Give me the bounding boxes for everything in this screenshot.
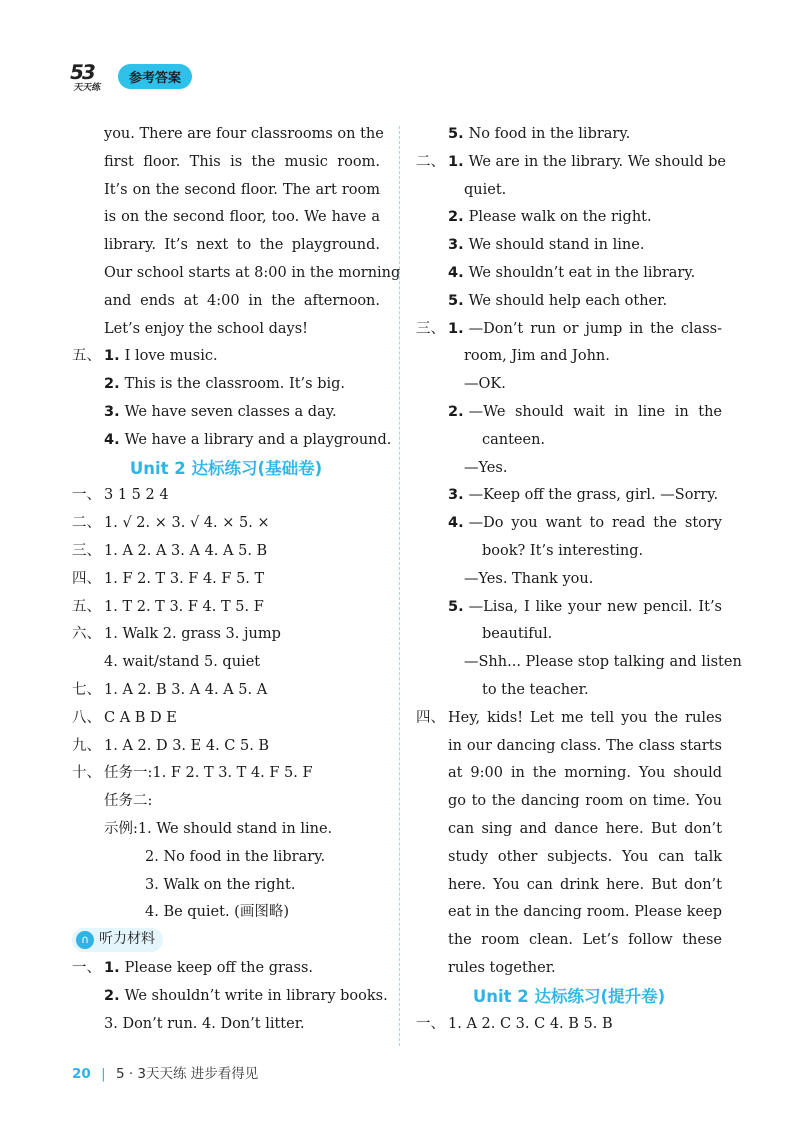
item-number: 2. [104,376,120,393]
answer-line [416,594,722,622]
answer-text: you. There are four classrooms on the [104,126,384,142]
answer-text: —Yes. Thank you. [464,570,594,587]
answer-text: first floor. This is the music room. [104,153,380,170]
answer-text: in our dancing class. The class starts [448,737,722,754]
answer-text: This is the classroom. It’s big. [124,376,346,393]
answer-body [448,955,722,983]
section-number: 三、 [72,542,101,559]
item-number: 3. [104,403,120,420]
answer-line [416,621,722,649]
answer-body [104,983,388,1011]
answer-body [448,733,722,761]
item-number: 3. [448,237,464,254]
answer-line [72,149,380,177]
answer-text: 1. T 2. T 3. F 4. T 5. F [104,598,264,615]
answer-body [104,510,380,538]
section-number: 一、 [416,1015,445,1032]
answer-body [104,955,380,983]
answer-line [416,232,722,260]
answer-text: at 9:00 in the morning. You should [448,765,722,782]
answer-text: We have a library and a playground. [124,431,392,448]
answer-line [72,427,392,455]
item-number: 2. [448,403,464,420]
headphone-icon: ∩ [76,931,94,949]
answer-body [104,566,380,594]
answer-body [104,760,380,788]
answer-line [72,955,380,983]
answer-body [448,260,722,288]
answer-line [416,566,722,594]
answer-line [72,316,380,344]
answer-line [416,121,722,149]
answer-body [482,538,722,566]
answer-text: canteen. [482,431,546,448]
answer-body [104,316,380,344]
answer-body [104,399,380,427]
answer-line [416,705,722,733]
answer-text: —Shh... Please stop talking and listen [464,654,742,671]
answer-body [104,1011,380,1039]
answer-line [416,677,722,705]
answer-line [72,343,380,371]
answer-line [416,204,722,232]
left-column [72,121,401,1038]
answer-body [104,371,380,399]
answer-body [464,371,722,399]
answer-text: to the teacher. [482,681,589,698]
answer-body [482,621,722,649]
answer-body [482,427,722,455]
answer-line [72,899,380,927]
answer-text: We are in the library. We should be [468,153,726,170]
item-number: 3. [448,487,464,504]
answer-body [448,844,722,872]
answer-line [416,316,722,344]
answer-body [448,288,722,316]
answer-line [416,733,722,761]
answer-line [72,177,380,205]
answer-line [416,482,722,510]
answer-line [72,510,380,538]
answer-body [448,399,722,427]
answer-body [104,816,380,844]
answer-text: —OK. [464,376,506,393]
answer-body [448,316,722,344]
answer-body [482,677,722,705]
answer-text: We should help each other. [468,292,668,309]
section-number: 六、 [72,626,101,643]
answer-body [448,816,722,844]
item-number: 1. [104,959,120,976]
answer-body [104,204,380,232]
answer-body [464,177,722,205]
answer-body [104,482,380,510]
item-number: 4. [448,515,464,532]
answer-body [448,121,722,149]
answer-text: C A B D E [104,709,177,726]
answer-body [448,927,722,955]
answer-line [72,621,380,649]
answer-body [448,788,722,816]
section-number: 十、 [72,765,101,782]
page-footer [72,1062,258,1082]
answer-line [416,399,722,427]
answer-text: It’s on the second floor. The art room [104,181,380,198]
answer-body [448,705,722,733]
answer-line [72,121,384,149]
answer-line [72,232,380,260]
answer-body [104,649,380,677]
answer-body [448,760,722,788]
answer-body [464,455,722,483]
item-number: 2. [448,209,464,226]
answer-text: library. It’s next to the playground. [104,237,380,254]
answer-text: 示例:1. We should stand in line. [104,820,333,837]
answer-line [72,760,380,788]
answer-text: can sing and dance here. But don’t [448,820,722,837]
answer-text: 1. Walk 2. grass 3. jump [104,626,281,643]
answer-line [416,788,722,816]
answer-body [448,482,722,510]
answer-line [416,427,722,455]
answer-line [72,649,380,677]
answer-body [104,121,384,149]
section-heading: Unit 2 达标练习(提升卷) [472,986,666,1006]
answer-text: Hey, kids! Let me tell you the rules [448,709,722,726]
answer-text: go to the dancing room on time. You [448,793,722,810]
answer-text: 1. A 2. A 3. A 4. A 5. B [104,542,268,559]
answer-body [104,621,380,649]
answer-line [416,343,722,371]
answer-body [104,788,380,816]
answer-text: —We should wait in line in the [468,403,722,420]
answer-line [72,844,380,872]
answer-text: room, Jim and John. [464,348,610,365]
answer-line [72,705,380,733]
answer-text: We shouldn’t write in library books. [124,987,388,1004]
answer-text: quiet. [464,181,507,198]
answer-line [416,955,722,983]
answer-text: 4. Be quiet. (画图略) [145,904,289,921]
answer-line [72,816,380,844]
answer-text: —Yes. [464,459,508,476]
answer-text: We shouldn’t eat in the library. [468,264,696,281]
answer-text: and ends at 4:00 in the afternoon. [104,292,380,309]
item-number: 2. [104,987,120,1004]
answer-text: 2. No food in the library. [145,848,326,865]
answer-body [145,844,380,872]
answer-line [72,733,380,761]
answer-line [416,288,722,316]
answer-key-badge: 参考答案 [118,64,192,89]
answer-body [448,232,722,260]
answer-text: 任务一:1. F 2. T 3. T 4. F 5. F [104,765,313,782]
section-number: 一、 [72,487,101,504]
item-number: 5. [448,126,464,142]
answer-line [416,455,722,483]
answer-body [464,649,742,677]
answer-text: —Lisa, I like your new pencil. It’s [468,598,722,615]
answer-line [72,371,380,399]
logo-subtext: 天天练 [72,83,102,93]
answer-text: book? It’s interesting. [482,542,644,559]
answer-body [104,538,380,566]
section-number: 四、 [416,709,445,726]
answer-text: 3. Don’t run. 4. Don’t litter. [104,1015,305,1032]
answer-text: We should stand in line. [468,237,645,254]
answer-text: 1. F 2. T 3. F 4. F 5. T [104,570,265,587]
answer-text: No food in the library. [468,126,631,142]
answer-body [464,343,722,371]
answer-line [416,371,722,399]
answer-body [104,427,392,455]
answer-text: 1. A 2. C 3. C 4. B 5. B [448,1015,613,1032]
answer-body [104,232,380,260]
answer-line [72,566,380,594]
item-number: 4. [104,431,120,448]
answer-body [104,705,380,733]
item-number: 1. [448,320,464,337]
answer-line [416,927,722,955]
answer-line [416,510,722,538]
section-number: 三、 [416,320,445,337]
item-number: 1. [104,348,120,365]
answer-body [145,899,380,927]
answer-body [448,899,722,927]
answer-body [448,204,722,232]
answer-text: Please keep off the grass. [124,959,314,976]
answer-text: —Don’t run or jump in the class- [468,320,722,337]
answer-text: beautiful. [482,626,553,643]
section-number: 七、 [72,681,101,698]
item-number: 5. [448,292,464,309]
answer-text: rules together. [448,959,556,976]
answer-text: 任务二: [104,793,153,810]
answer-body [104,260,401,288]
answer-line [416,872,722,900]
item-number: 1. [448,153,464,170]
logo-text: 53 [67,60,96,84]
answer-text: here. You can drink here. But don’t [448,876,722,893]
answer-text: 3. Walk on the right. [145,876,296,893]
right-column [416,121,742,1038]
answer-line [72,399,380,427]
answer-body [104,733,380,761]
listening-material-label [72,927,380,955]
answer-body [448,1011,722,1039]
answer-line [416,760,722,788]
section-heading: Unit 2 达标练习(基础卷) [129,458,323,478]
answer-body [104,177,380,205]
footer-separator: | [101,1066,106,1082]
answer-line [72,677,380,705]
answer-line [72,288,380,316]
answer-line [72,538,380,566]
section-number: 二、 [72,515,101,532]
answer-body [448,510,722,538]
answer-text: study other subjects. You can talk [448,848,722,865]
answer-text: 1. A 2. D 3. E 4. C 5. B [104,737,270,754]
answer-text: We have seven classes a day. [124,403,337,420]
answer-line [72,260,401,288]
section-number: 五、 [72,348,101,365]
brand-logo [68,58,120,94]
section-number: 二、 [416,153,445,170]
answer-text: —Do you want to read the story [468,515,722,532]
answer-text: is on the second floor, too. We have a [104,209,380,226]
answer-line [416,149,726,177]
footer-slogan: 5 · 3天天练 进步看得见 [115,1066,259,1082]
item-number: 4. [448,264,464,281]
answer-text: Please walk on the right. [468,209,652,226]
answer-body [448,594,722,622]
section-number: 五、 [72,598,101,615]
answer-line [72,1011,380,1039]
answer-text: 3 1 5 2 4 [104,487,169,504]
section-number: 一、 [72,959,101,976]
answer-text: Our school starts at 8:00 in the morning [104,264,401,281]
listening-badge [72,928,163,952]
answer-body [104,677,380,705]
answer-line [72,482,380,510]
answer-line [416,816,722,844]
answer-text: the room clean. Let’s follow these [448,932,722,949]
answer-line [72,788,380,816]
answer-line [416,1011,722,1039]
answer-line [416,538,722,566]
section-number: 九、 [72,737,101,754]
section-number: 八、 [72,709,101,726]
answer-text: eat in the dancing room. Please keep [448,904,722,921]
answer-line [416,899,722,927]
listening-label: 听力材料 [99,931,155,948]
answer-text: Let’s enjoy the school days! [104,320,308,337]
answer-text: 1. A 2. B 3. A 4. A 5. A [104,681,268,698]
answer-line [72,204,380,232]
answer-body [104,288,380,316]
answer-line [416,844,722,872]
section-number: 四、 [72,570,101,587]
answer-body [145,872,380,900]
answer-body [448,872,722,900]
answer-text: I love music. [124,348,218,365]
answer-line [72,594,380,622]
answer-line [72,872,380,900]
answer-body [104,149,380,177]
answer-body [464,566,722,594]
page-number: 20 [72,1066,91,1082]
answer-line [416,177,722,205]
answer-body [104,594,380,622]
answer-line [416,260,722,288]
answer-body [104,343,380,371]
answer-text: —Keep off the grass, girl. —Sorry. [468,487,719,504]
answer-text: 1. √ 2. × 3. √ 4. × 5. × [104,515,270,532]
answer-line [416,649,742,677]
answer-text: 4. wait/stand 5. quiet [104,654,261,671]
item-number: 5. [448,598,464,615]
answer-body [448,149,726,177]
answer-line [72,983,388,1011]
